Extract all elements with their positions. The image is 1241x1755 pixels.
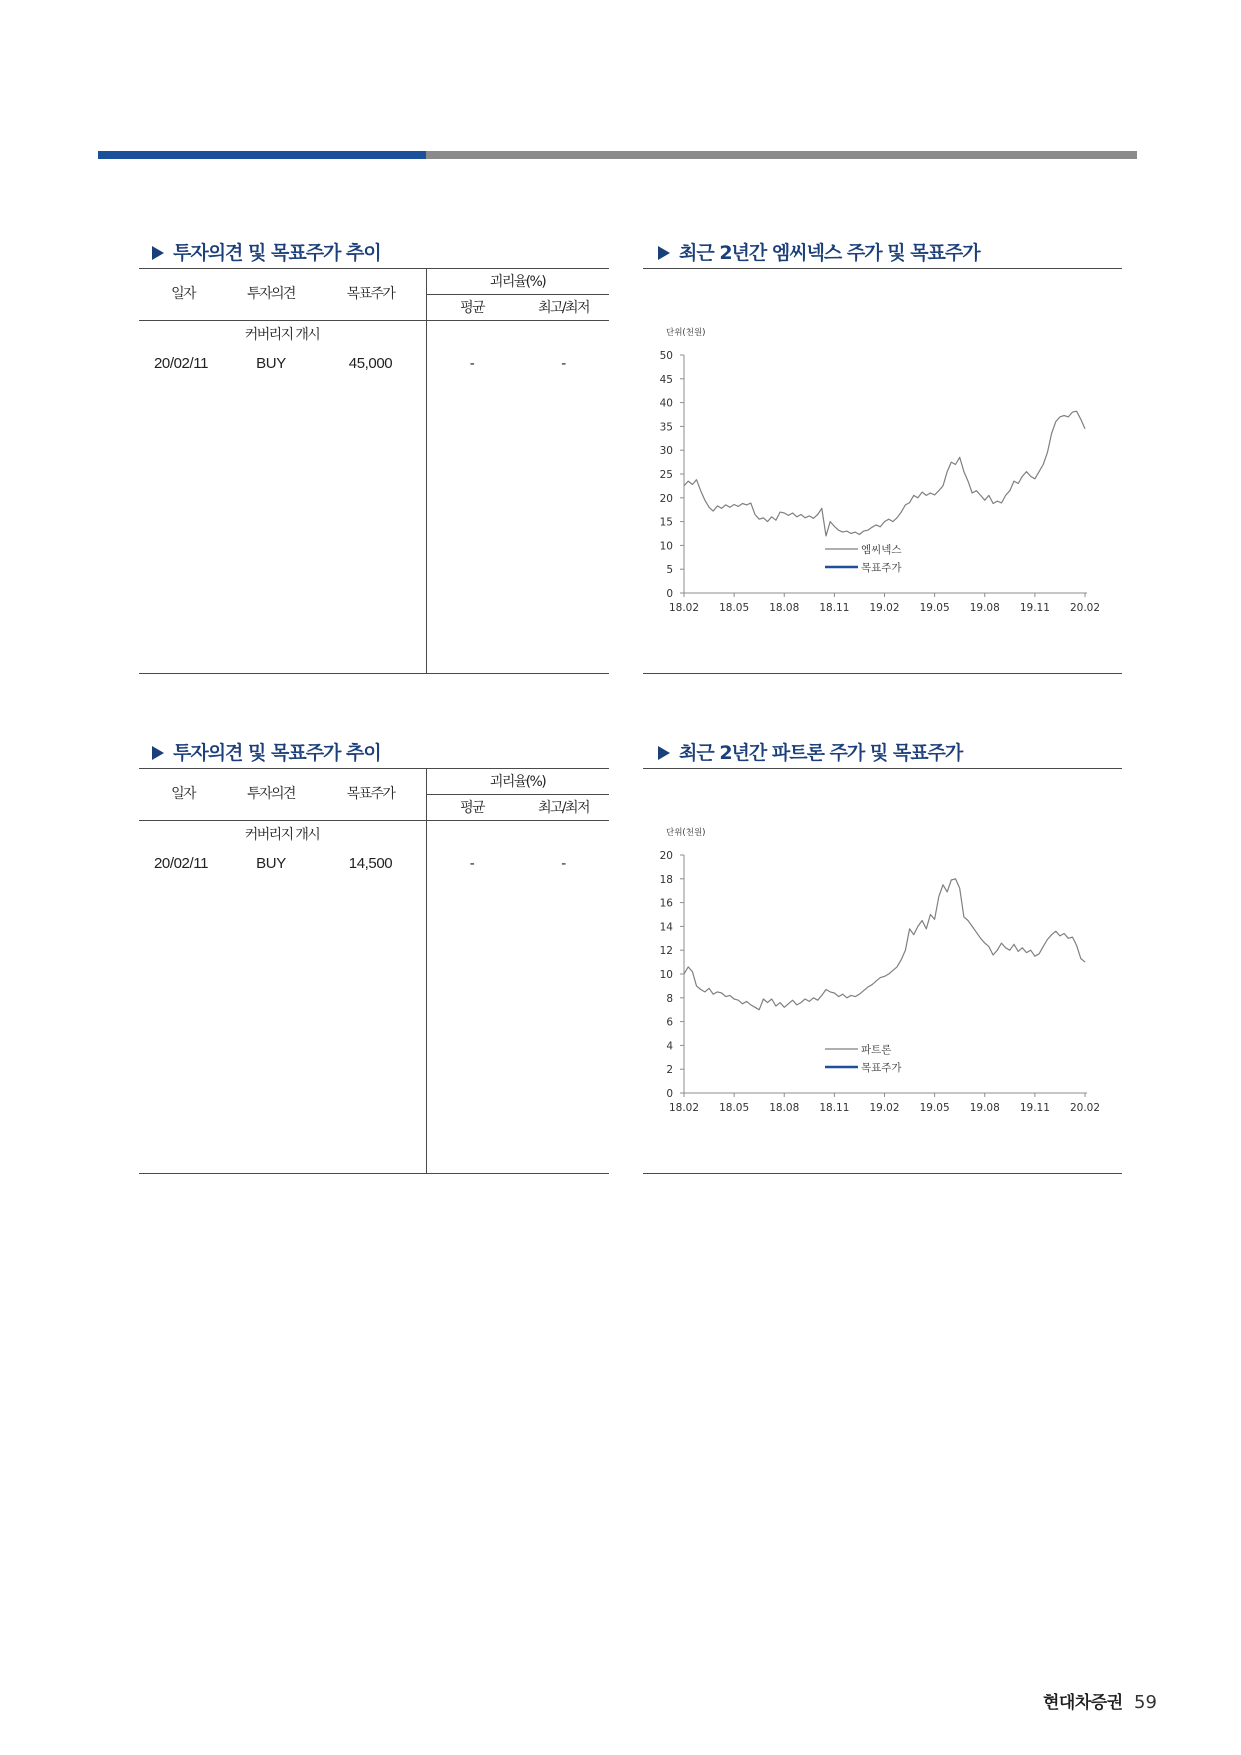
chart-bottom-rule: [643, 673, 1122, 674]
y-tick-label: 35: [659, 421, 673, 434]
header-high-low: 최고/최저: [538, 800, 589, 816]
table-top-rule: [139, 268, 609, 269]
y-tick-label: 8: [666, 992, 673, 1005]
coverage-note: 커버리지 개시: [244, 827, 320, 843]
table-bottom-rule: [139, 673, 609, 674]
y-tick-label: 6: [666, 1016, 673, 1029]
table-title-text: 투자의견 및 목표주가 추이: [173, 242, 381, 264]
x-tick-label: 19.11: [1019, 1102, 1050, 1114]
x-tick-label: 19.02: [869, 1102, 900, 1114]
legend-label: 파트론: [861, 1044, 892, 1056]
y-tick-label: 10: [659, 969, 673, 981]
header-high-low: 최고/최저: [538, 300, 589, 316]
x-tick-label: 19.08: [969, 602, 1000, 614]
x-tick-label: 19.11: [1019, 602, 1050, 614]
triangle-bullet-icon: [152, 246, 164, 260]
header-opinion: 투자의견: [247, 286, 295, 302]
table-sub-header-rule: [426, 794, 609, 795]
row-opinion: BUY: [256, 855, 286, 872]
y-tick-label: 16: [659, 897, 673, 910]
row-target-price: 14,500: [348, 855, 393, 872]
y-tick-label: 4: [666, 1040, 673, 1053]
header-target-price: 목표주가: [346, 786, 395, 802]
company-logo: 현대차증권: [1043, 1693, 1123, 1713]
y-tick-label: 25: [659, 469, 673, 481]
section-mcnex: [0, 240, 1241, 680]
stock-price-line: [684, 879, 1085, 1010]
row-date: 20/02/11: [153, 355, 209, 372]
legend-label: 엠씨넥스: [861, 544, 902, 556]
y-tick-label: 40: [659, 397, 673, 410]
y-tick-label: 20: [659, 492, 673, 505]
unit-label: 단위(천원): [666, 828, 706, 838]
y-tick-label: 10: [659, 540, 673, 553]
table-panel-title: [152, 740, 381, 766]
header-bar-blue: [98, 151, 426, 159]
table-column-divider: [426, 768, 427, 1173]
header-date: 일자: [171, 786, 195, 802]
table-top-rule: [139, 768, 609, 769]
x-tick-label: 18.08: [769, 1102, 800, 1114]
y-tick-label: 18: [659, 873, 673, 886]
x-tick-label: 18.05: [719, 1102, 750, 1114]
table-header-bottom-rule: [139, 320, 609, 321]
header-average: 평균: [460, 300, 484, 316]
x-tick-label: 19.08: [969, 1102, 1000, 1114]
x-tick-label: 18.08: [769, 602, 800, 614]
y-tick-label: 12: [659, 945, 673, 958]
triangle-bullet-icon: [152, 746, 164, 760]
table-column-divider: [426, 268, 427, 673]
x-tick-label: 18.02: [668, 1102, 700, 1114]
y-tick-label: 0: [666, 1088, 673, 1100]
section-partron: [0, 740, 1241, 1180]
row-average: -: [469, 855, 475, 872]
y-tick-label: 30: [659, 445, 673, 458]
table-bottom-rule: [139, 1173, 609, 1174]
header-bar-gray: [426, 151, 1137, 159]
y-tick-label: 45: [659, 373, 673, 386]
unit-label: 단위(천원): [666, 328, 706, 338]
stock-price-line: [684, 411, 1085, 536]
chart-title-text: 최근 2년간 엠씨넥스 주가 및 목표주가: [679, 242, 980, 264]
stock-price-chart: [643, 268, 1122, 673]
triangle-bullet-icon: [658, 746, 670, 760]
x-tick-label: 18.02: [668, 602, 700, 614]
header-opinion: 투자의견: [247, 786, 295, 802]
x-tick-label: 18.05: [719, 602, 750, 614]
table-title-text: 투자의견 및 목표주가 추이: [173, 742, 381, 764]
y-tick-label: 0: [666, 588, 673, 600]
row-opinion: BUY: [256, 355, 286, 372]
table-header-bottom-rule: [139, 820, 609, 821]
y-tick-label: 2: [666, 1064, 673, 1077]
legend-label: 목표주가: [861, 562, 902, 574]
triangle-bullet-icon: [658, 246, 670, 260]
table-sub-header-rule: [426, 294, 609, 295]
row-target-price: 45,000: [348, 355, 393, 372]
y-tick-label: 15: [659, 516, 673, 529]
x-tick-label: 20.02: [1069, 602, 1101, 614]
header-gap-rate: 괴리율(%): [489, 274, 546, 290]
y-tick-label: 20: [659, 850, 673, 862]
row-average: -: [469, 355, 475, 372]
header-average: 평균: [460, 800, 484, 816]
header-gap-rate: 괴리율(%): [489, 774, 546, 790]
y-tick-label: 5: [666, 564, 673, 577]
legend-label: 목표주가: [861, 1062, 902, 1074]
chart-bottom-rule: [643, 1173, 1122, 1174]
x-tick-label: 19.05: [919, 602, 950, 614]
coverage-note: 커버리지 개시: [244, 327, 320, 343]
x-tick-label: 18.11: [819, 1102, 850, 1114]
row-high-low: -: [561, 355, 566, 372]
header-target-price: 목표주가: [346, 286, 395, 302]
x-tick-label: 20.02: [1069, 1102, 1101, 1114]
y-tick-label: 50: [659, 350, 673, 362]
page-number: 59: [1134, 1692, 1157, 1713]
chart-panel-title: [658, 740, 962, 766]
header-date: 일자: [171, 286, 195, 302]
table-panel-title: [152, 240, 381, 266]
x-tick-label: 19.02: [869, 602, 900, 614]
chart-panel-title: [658, 240, 980, 266]
y-tick-label: 14: [659, 921, 673, 934]
x-tick-label: 18.11: [819, 602, 850, 614]
stock-price-chart: [643, 768, 1122, 1173]
row-high-low: -: [561, 855, 566, 872]
row-date: 20/02/11: [153, 855, 209, 872]
x-tick-label: 19.05: [919, 1102, 950, 1114]
chart-title-text: 최근 2년간 파트론 주가 및 목표주가: [679, 742, 963, 764]
